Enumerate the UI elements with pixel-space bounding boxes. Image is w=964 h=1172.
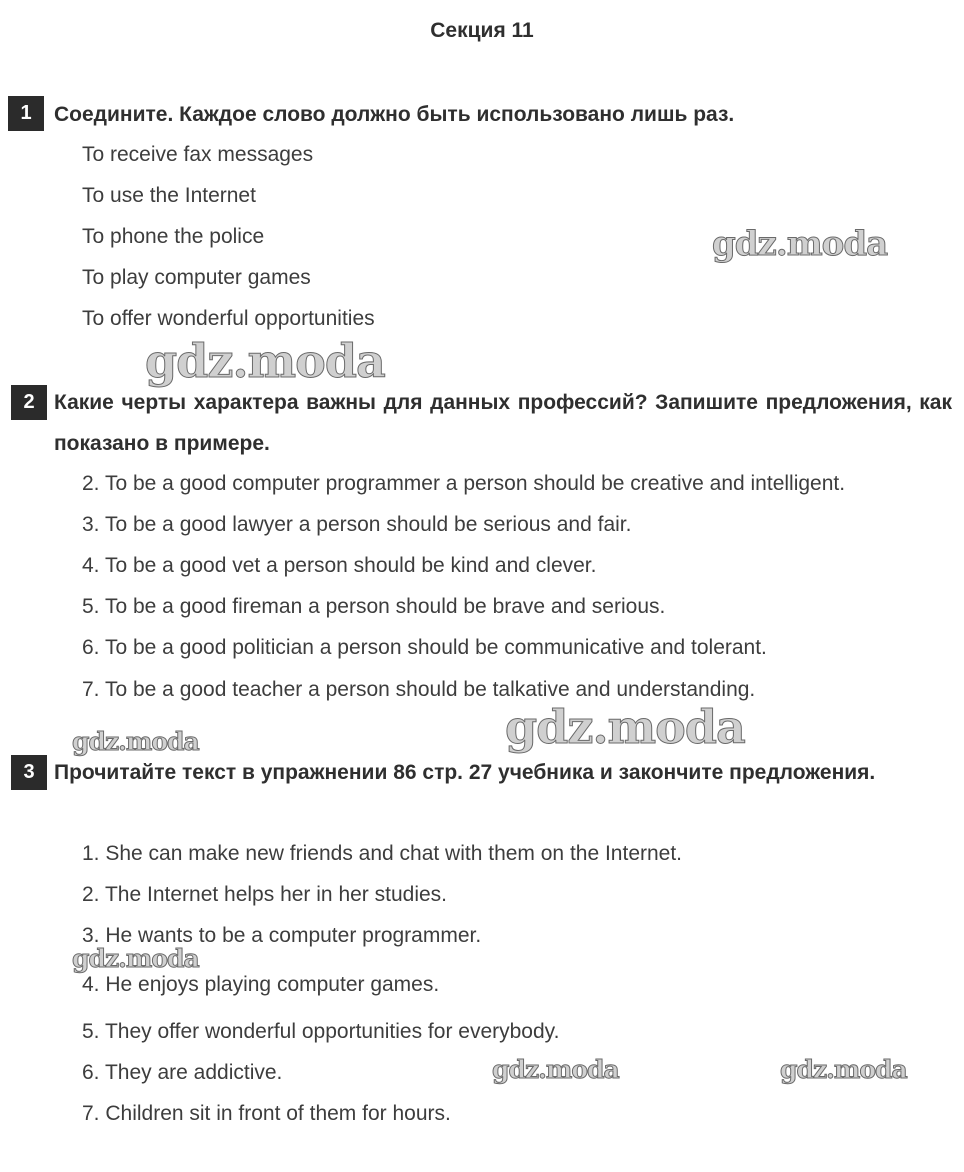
task-2-line: 6. To be a good politician a person should be communicative and tolerant. [82,636,767,659]
task-3-number: 3 [11,755,47,790]
task-3-line: 5. They offer wonderful opportunities for everybody. [82,1020,560,1043]
watermark-logo: gdz.moda [145,334,385,388]
task-2-line: 2. To be a good computer programmer a person should be creative and intelligent. [82,472,846,495]
task-2-number: 2 [11,385,47,420]
task-1-number: 1 [8,96,44,131]
task-3-line: 1. She can make new friends and chat with them on the Internet. [82,842,683,865]
task-1-line: To use the Internet [82,184,256,207]
watermark-logo: gdz.moda [505,700,745,754]
task-3-line: 6. They are addictive. [82,1061,283,1084]
watermark-logo: gdz.moda [72,727,199,756]
watermark-logo: gdz.moda [492,1055,619,1084]
task-1-line: To phone the police [82,225,265,248]
task-1-instruction: Соедините. Каждое слово должно быть использовано лишь раз. [54,103,735,126]
task-1-line: To play computer games [82,266,311,289]
task-3-instruction: Прочитайте текст в упражнении 86 стр. 27 учебника и закончите предложения. [54,761,876,784]
task-3-line: 3. He wants to be a computer programmer. [82,924,482,947]
task-3-line: 2. The Internet helps her in her studies. [82,883,447,906]
task-1-line: To receive fax messages [82,143,314,166]
watermark-logo: gdz.moda [712,224,888,264]
task-2-line: 7. To be a good teacher a person should be talkative and understanding. [82,678,756,701]
task-2-line: 3. To be a good lawyer a person should be serious and fair. [82,513,632,536]
watermark-logo: gdz.moda [780,1055,907,1084]
watermark-logo: gdz.moda [72,944,199,973]
task-2-instruction: Какие черты характера важны для данных профессий? Запишите предложения, как показано в примере. [54,391,952,455]
task-2-line: 4. To be a good vet a person should be kind and clever. [82,554,597,577]
task-3-line: 7. Children sit in front of them for hours. [82,1102,451,1125]
page-title: Секция 11 [430,19,534,42]
task-2-line: 5. To be a good fireman a person should be brave and serious. [82,595,666,618]
task-1-line: To offer wonderful opportunities [82,307,375,330]
task-3-line: 4. He enjoys playing computer games. [82,973,440,996]
